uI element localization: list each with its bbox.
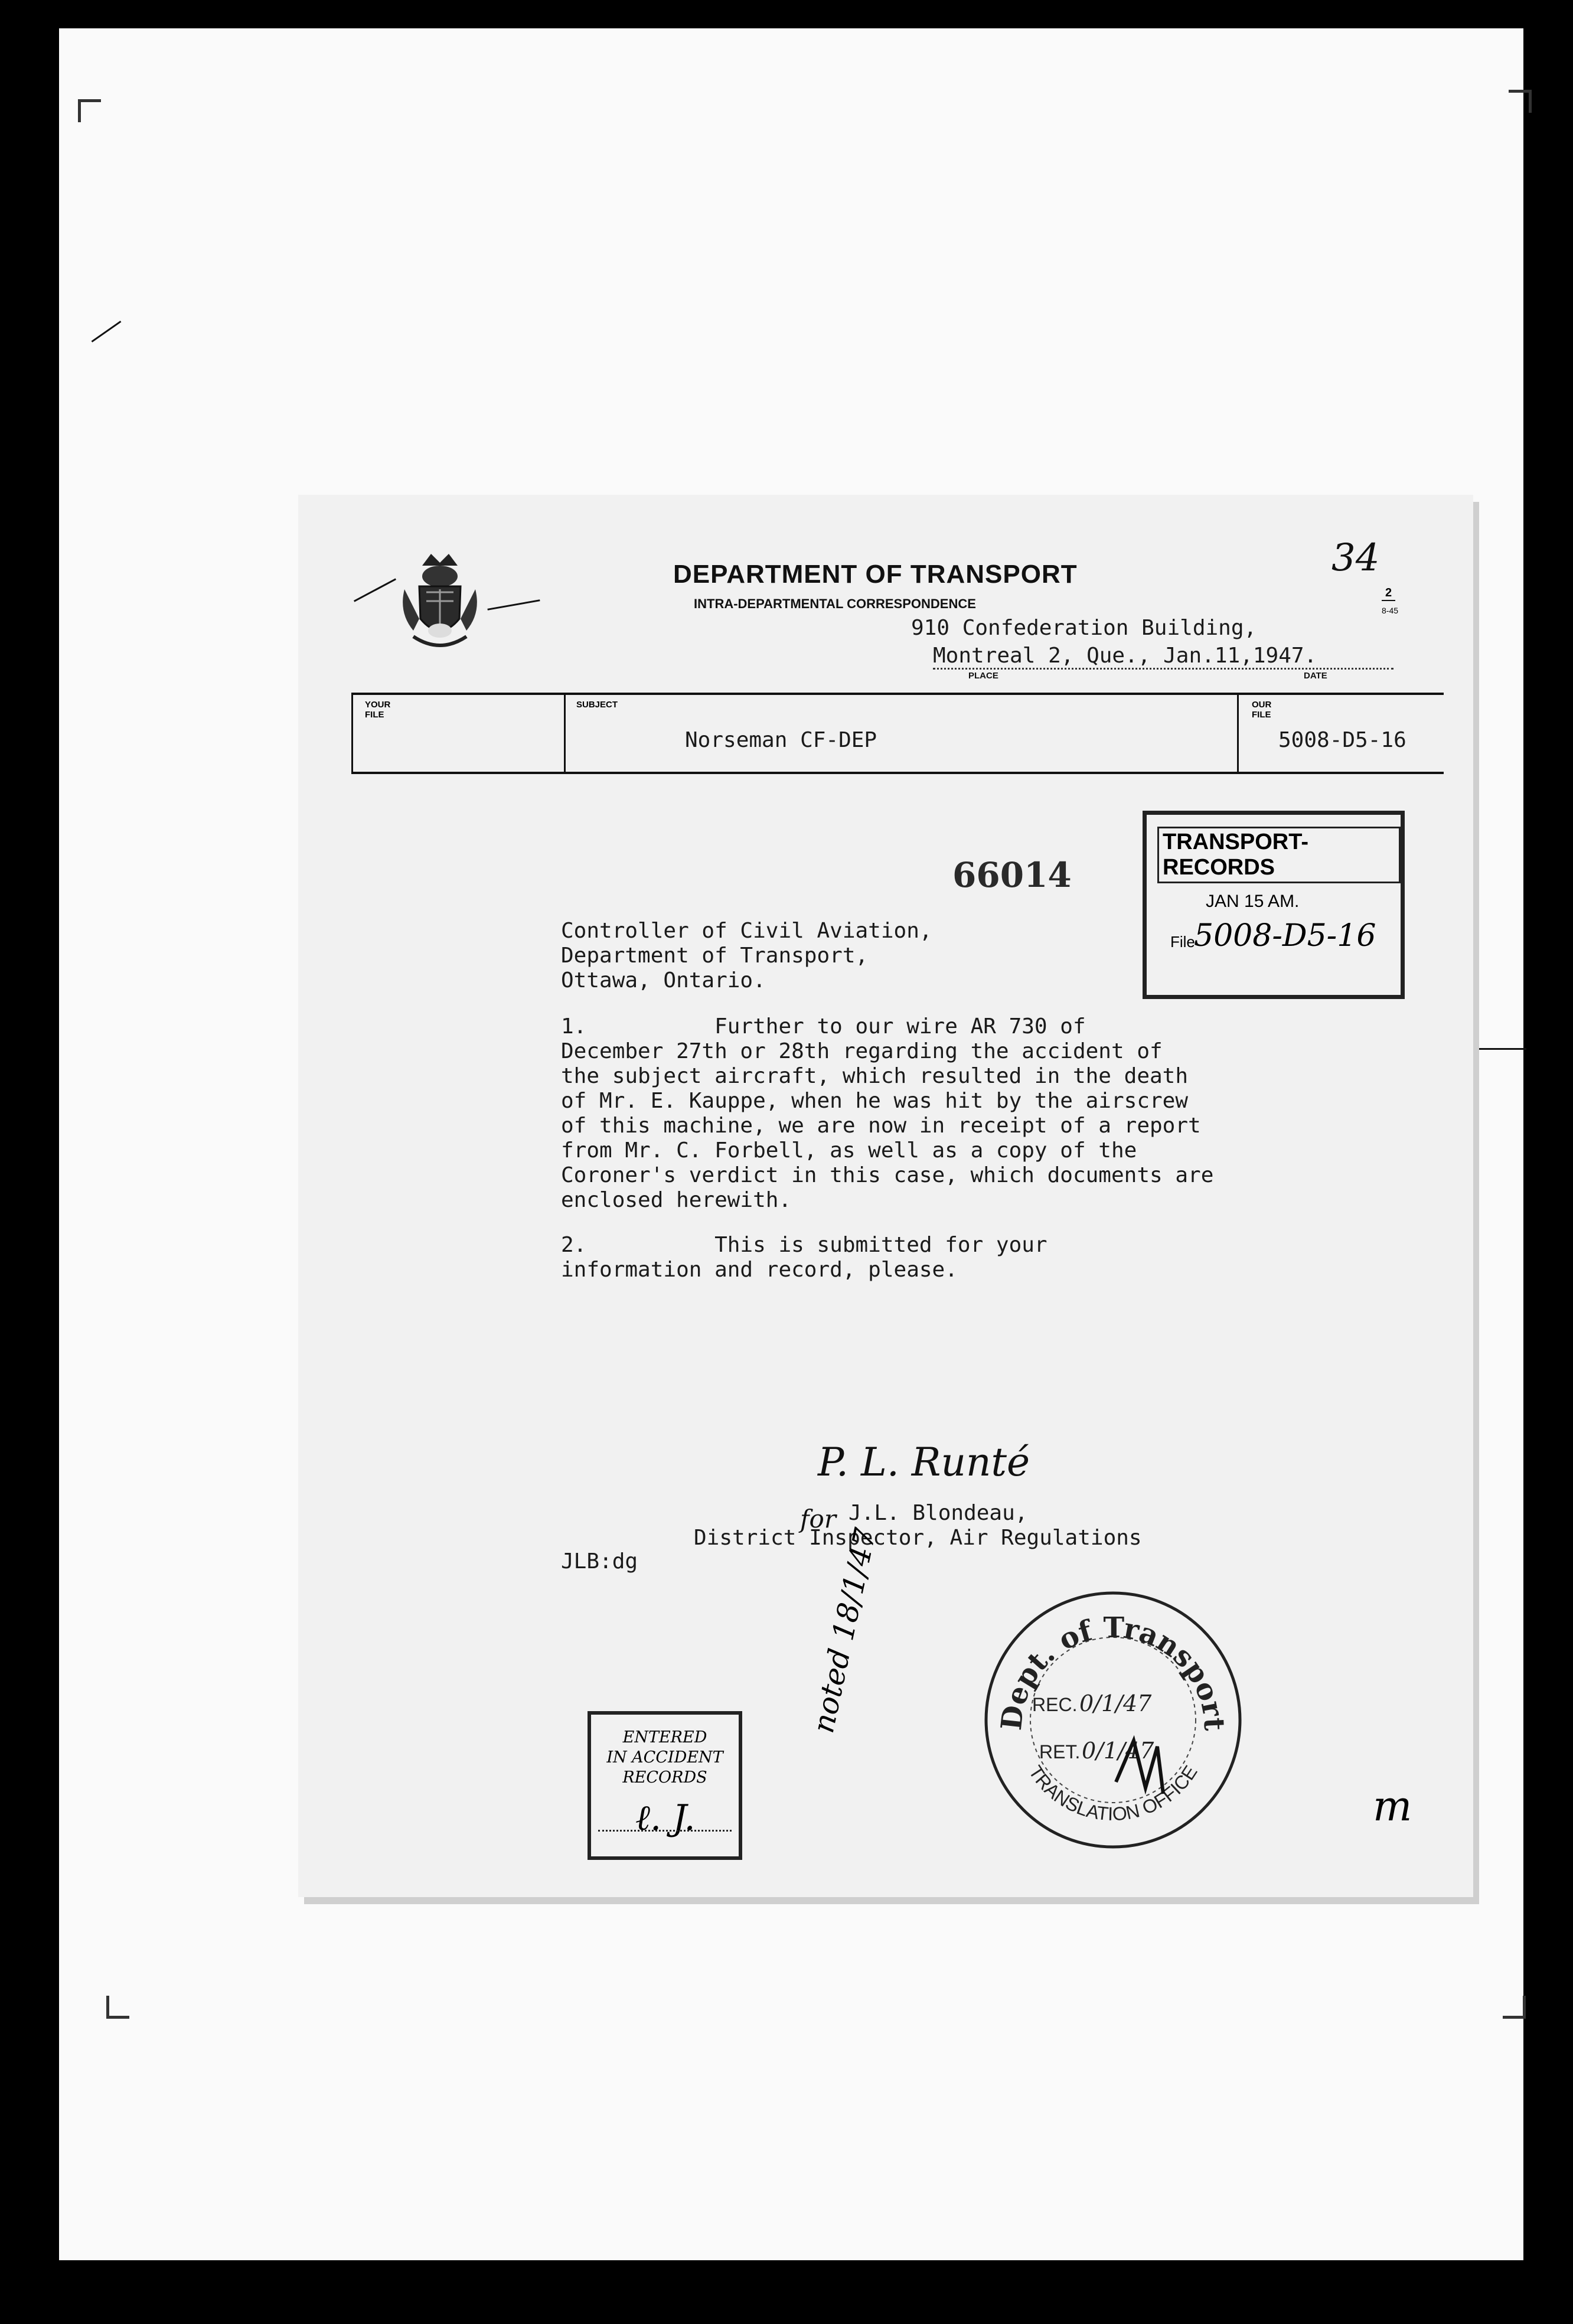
date-label: DATE <box>1304 671 1327 681</box>
body-line: of this machine, we are now in receipt of a report <box>561 1114 1201 1138</box>
handwritten-noted-mark: noted 18/1/47 <box>806 1525 883 1737</box>
col-your-file <box>351 695 391 772</box>
signatory-title: District Inspector, Air Regulations <box>694 1526 1142 1550</box>
crop-mark-top-left <box>78 99 101 122</box>
accident-stamp-line: RECORDS <box>622 1768 707 1787</box>
seal-top-text: Dept. of Transport <box>994 1611 1231 1732</box>
seal-ret-value: 0/1/47 <box>1082 1738 1154 1764</box>
place-label: PLACE <box>968 671 998 681</box>
coat-of-arms-icon <box>396 542 484 660</box>
seal-ret-label: RET. <box>1039 1741 1081 1762</box>
pen-stroke <box>487 599 540 611</box>
seal-bottom-text: TRANSLATION OFFICE <box>1024 1761 1202 1825</box>
crop-mark-bottom-right <box>1503 1996 1526 2019</box>
crop-mark-top-right <box>1509 90 1532 113</box>
address-line-1: 910 Confederation Building, <box>911 616 1257 640</box>
recipient-line: Department of Transport, <box>561 944 869 968</box>
accident-stamp-text <box>591 1728 739 1788</box>
correspondence-subtitle: INTRA-DEPARTMENTAL CORRESPONDENCE <box>694 596 976 611</box>
signatory-name: J.L. Blondeau, <box>848 1501 1028 1525</box>
body-line: 1. Further to our wire AR 730 of <box>561 1014 1086 1039</box>
recipient-line: Ottawa, Ontario. <box>561 968 766 993</box>
handwritten-corner-mark: m <box>1373 1782 1412 1830</box>
seal-rec-value: 0/1/47 <box>1079 1690 1152 1716</box>
body-line: information and record, please. <box>561 1258 958 1282</box>
form-date: 8-45 <box>1382 606 1399 615</box>
accident-records-stamp <box>588 1711 742 1860</box>
records-stamp-title: TRANSPORT-RECORDS <box>1157 827 1401 883</box>
address-line-2: Montreal 2, Que., Jan.11,1947. <box>933 644 1393 670</box>
col-subject <box>564 695 618 772</box>
accident-stamp-initials: ℓ. J. <box>635 1797 696 1839</box>
body-paragraph-2 <box>561 1233 1047 1282</box>
body-line: December 27th or 28th regarding the accident of <box>561 1039 1163 1063</box>
col-our-file <box>1237 695 1272 772</box>
department-title: DEPARTMENT OF TRANSPORT <box>673 560 1078 589</box>
edge-tick <box>1473 1048 1526 1050</box>
records-stamp-file-number: 5008-D5-16 <box>1194 918 1376 954</box>
records-stamp-date: JAN 15 AM. <box>1206 892 1300 911</box>
signature-for: for <box>800 1504 836 1533</box>
body-line: of Mr. E. Kauppe, when he was hit by the airscrew <box>561 1089 1189 1113</box>
records-stamp-file-label: File <box>1170 933 1195 951</box>
our-file-label: OUR FILE <box>1252 700 1272 720</box>
seal-rec-label: REC. <box>1032 1694 1078 1715</box>
accident-stamp-dotted-line <box>598 1830 732 1832</box>
translation-office-seal <box>980 1587 1246 1853</box>
letter-sheet <box>298 495 1473 1897</box>
body-line: 2. This is submitted for your <box>561 1233 1047 1257</box>
body-line: enclosed herewith. <box>561 1188 792 1212</box>
accident-stamp-line: IN ACCIDENT <box>606 1748 723 1767</box>
svg-text:TRANSLATION OFFICE <box>1024 1762 1201 1825</box>
crop-mark-bottom-left <box>106 1996 129 2019</box>
subject-label: SUBJECT <box>576 700 618 710</box>
handwritten-page-number: 34 <box>1331 536 1380 580</box>
our-file-value: 5008-D5-16 <box>1278 728 1406 752</box>
accident-stamp-line: ENTERED <box>622 1728 707 1747</box>
recipient-block <box>561 919 932 993</box>
pen-stroke <box>354 578 396 602</box>
body-line: the subject aircraft, which resulted in the death <box>561 1064 1189 1088</box>
your-file-label: YOUR FILE <box>365 700 391 720</box>
subject-value: Norseman CF-DEP <box>685 728 877 752</box>
body-line: Coroner's verdict in this case, which documents are <box>561 1163 1214 1187</box>
form-number: 2 <box>1382 586 1395 601</box>
handwritten-signature: P. L. Runté <box>818 1440 1030 1485</box>
body-line: from Mr. C. Forbell, as well as a copy of the <box>561 1138 1137 1163</box>
document-number: 66014 <box>952 855 1072 895</box>
transport-records-stamp <box>1143 811 1405 999</box>
body-paragraph-1 <box>561 1014 1213 1213</box>
recipient-line: Controller of Civil Aviation, <box>561 919 932 943</box>
typist-initials: JLB:dg <box>561 1549 638 1574</box>
